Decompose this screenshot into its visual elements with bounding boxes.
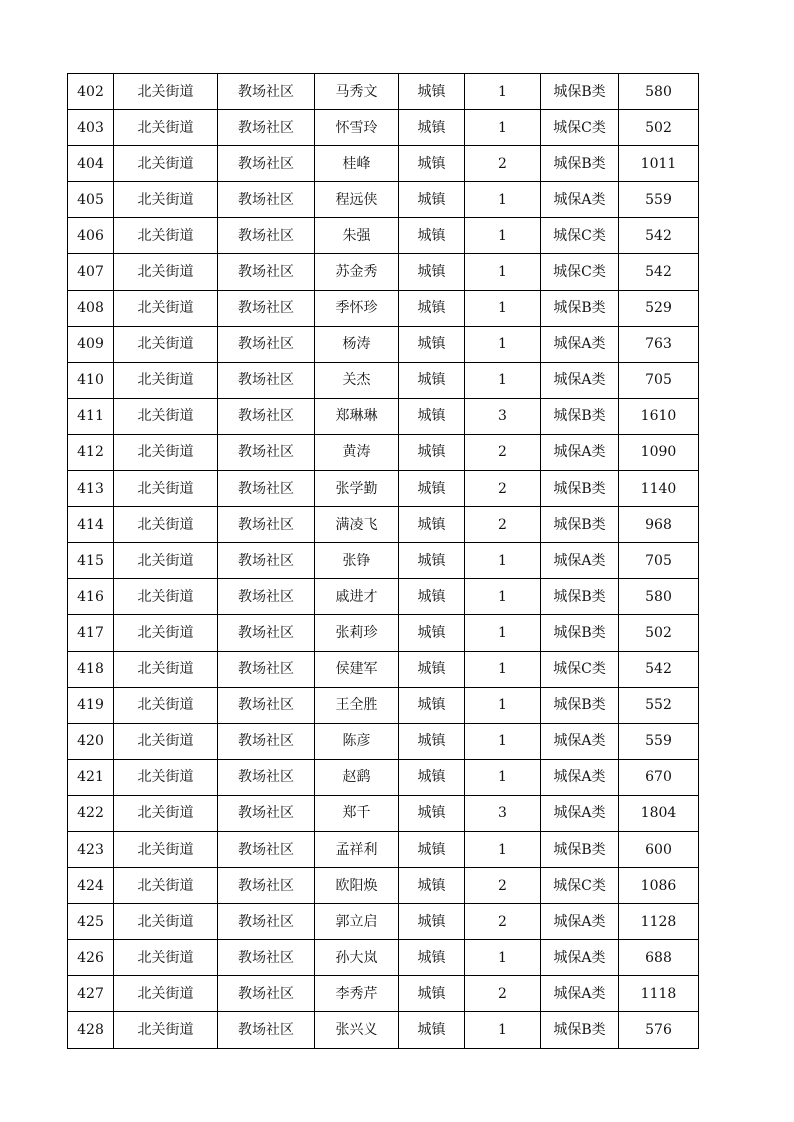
name-cell: 王全胜 (315, 687, 399, 723)
row-number-cell: 417 (68, 615, 114, 651)
amount-cell: 1140 (619, 471, 699, 507)
amount-cell: 1128 (619, 904, 699, 940)
subdistrict-cell: 北关街道 (114, 182, 218, 218)
name-cell: 陈彦 (315, 723, 399, 759)
household-size-cell: 2 (465, 976, 541, 1012)
category-cell: 城保C类 (541, 110, 619, 146)
subdistrict-cell: 北关街道 (114, 579, 218, 615)
row-number-cell: 405 (68, 182, 114, 218)
name-cell: 张学勤 (315, 471, 399, 507)
category-cell: 城保A类 (541, 326, 619, 362)
subdistrict-cell: 北关街道 (114, 687, 218, 723)
name-cell: 季怀珍 (315, 290, 399, 326)
row-number-cell: 418 (68, 651, 114, 687)
area-type-cell: 城镇 (399, 290, 465, 326)
category-cell: 城保B类 (541, 1012, 619, 1048)
subdistrict-cell: 北关街道 (114, 1012, 218, 1048)
household-size-cell: 1 (465, 326, 541, 362)
table-row (68, 759, 699, 795)
row-number-cell: 402 (68, 74, 114, 110)
table-row (68, 868, 699, 904)
subdistrict-cell: 北关街道 (114, 651, 218, 687)
name-cell: 苏金秀 (315, 254, 399, 290)
amount-cell: 502 (619, 615, 699, 651)
name-cell: 戚进才 (315, 579, 399, 615)
community-cell: 教场社区 (218, 759, 315, 795)
household-size-cell: 1 (465, 254, 541, 290)
subdistrict-cell: 北关街道 (114, 74, 218, 110)
community-cell: 教场社区 (218, 471, 315, 507)
category-cell: 城保B类 (541, 290, 619, 326)
community-cell: 教场社区 (218, 904, 315, 940)
table-row (68, 507, 699, 543)
table-row (68, 398, 699, 434)
name-cell: 程远侠 (315, 182, 399, 218)
table-row (68, 976, 699, 1012)
row-number-cell: 426 (68, 940, 114, 976)
subdistrict-cell: 北关街道 (114, 362, 218, 398)
category-cell: 城保B类 (541, 398, 619, 434)
area-type-cell: 城镇 (399, 940, 465, 976)
name-cell: 张铮 (315, 543, 399, 579)
amount-cell: 580 (619, 579, 699, 615)
community-cell: 教场社区 (218, 290, 315, 326)
area-type-cell: 城镇 (399, 795, 465, 831)
community-cell: 教场社区 (218, 362, 315, 398)
name-cell: 朱强 (315, 218, 399, 254)
household-size-cell: 1 (465, 759, 541, 795)
household-size-cell: 2 (465, 868, 541, 904)
row-number-cell: 413 (68, 471, 114, 507)
table-row (68, 615, 699, 651)
subdistrict-cell: 北关街道 (114, 218, 218, 254)
row-number-cell: 412 (68, 434, 114, 470)
table-row (68, 904, 699, 940)
amount-cell: 529 (619, 290, 699, 326)
row-number-cell: 409 (68, 326, 114, 362)
table-row (68, 651, 699, 687)
category-cell: 城保A类 (541, 723, 619, 759)
community-cell: 教场社区 (218, 326, 315, 362)
area-type-cell: 城镇 (399, 831, 465, 867)
category-cell: 城保A类 (541, 759, 619, 795)
household-size-cell: 1 (465, 1012, 541, 1048)
household-size-cell: 3 (465, 795, 541, 831)
category-cell: 城保B类 (541, 831, 619, 867)
area-type-cell: 城镇 (399, 615, 465, 651)
table-row (68, 434, 699, 470)
row-number-cell: 404 (68, 146, 114, 182)
row-number-cell: 424 (68, 868, 114, 904)
amount-cell: 600 (619, 831, 699, 867)
category-cell: 城保B类 (541, 146, 619, 182)
category-cell: 城保B类 (541, 579, 619, 615)
area-type-cell: 城镇 (399, 579, 465, 615)
table-row (68, 146, 699, 182)
category-cell: 城保B类 (541, 507, 619, 543)
category-cell: 城保C类 (541, 651, 619, 687)
row-number-cell: 421 (68, 759, 114, 795)
community-cell: 教场社区 (218, 398, 315, 434)
amount-cell: 1011 (619, 146, 699, 182)
subdistrict-cell: 北关街道 (114, 507, 218, 543)
name-cell: 郑琳琳 (315, 398, 399, 434)
household-size-cell: 1 (465, 831, 541, 867)
community-cell: 教场社区 (218, 579, 315, 615)
household-size-cell: 1 (465, 218, 541, 254)
community-cell: 教场社区 (218, 795, 315, 831)
area-type-cell: 城镇 (399, 146, 465, 182)
community-cell: 教场社区 (218, 868, 315, 904)
row-number-cell: 422 (68, 795, 114, 831)
category-cell: 城保C类 (541, 254, 619, 290)
household-size-cell: 2 (465, 434, 541, 470)
name-cell: 桂峰 (315, 146, 399, 182)
row-number-cell: 427 (68, 976, 114, 1012)
household-size-cell: 1 (465, 290, 541, 326)
community-cell: 教场社区 (218, 831, 315, 867)
household-size-cell: 1 (465, 687, 541, 723)
table-row (68, 254, 699, 290)
category-cell: 城保A类 (541, 976, 619, 1012)
amount-cell: 502 (619, 110, 699, 146)
amount-cell: 542 (619, 254, 699, 290)
row-number-cell: 423 (68, 831, 114, 867)
community-cell: 教场社区 (218, 651, 315, 687)
area-type-cell: 城镇 (399, 507, 465, 543)
household-size-cell: 3 (465, 398, 541, 434)
subdistrict-cell: 北关街道 (114, 543, 218, 579)
household-size-cell: 1 (465, 543, 541, 579)
subdistrict-cell: 北关街道 (114, 904, 218, 940)
amount-cell: 580 (619, 74, 699, 110)
community-cell: 教场社区 (218, 110, 315, 146)
amount-cell: 552 (619, 687, 699, 723)
household-size-cell: 1 (465, 362, 541, 398)
table-row (68, 182, 699, 218)
name-cell: 怀雪玲 (315, 110, 399, 146)
household-size-cell: 1 (465, 615, 541, 651)
amount-cell: 1804 (619, 795, 699, 831)
category-cell: 城保B类 (541, 471, 619, 507)
table-row (68, 831, 699, 867)
amount-cell: 559 (619, 182, 699, 218)
community-cell: 教场社区 (218, 434, 315, 470)
community-cell: 教场社区 (218, 687, 315, 723)
name-cell: 关杰 (315, 362, 399, 398)
area-type-cell: 城镇 (399, 218, 465, 254)
row-number-cell: 420 (68, 723, 114, 759)
subdistrict-cell: 北关街道 (114, 110, 218, 146)
area-type-cell: 城镇 (399, 868, 465, 904)
area-type-cell: 城镇 (399, 110, 465, 146)
community-cell: 教场社区 (218, 1012, 315, 1048)
area-type-cell: 城镇 (399, 904, 465, 940)
table-row (68, 687, 699, 723)
row-number-cell: 408 (68, 290, 114, 326)
assistance-roster-table (67, 73, 699, 1049)
name-cell: 欧阳焕 (315, 868, 399, 904)
community-cell: 教场社区 (218, 254, 315, 290)
community-cell: 教场社区 (218, 723, 315, 759)
name-cell: 赵鹞 (315, 759, 399, 795)
subdistrict-cell: 北关街道 (114, 868, 218, 904)
amount-cell: 1610 (619, 398, 699, 434)
category-cell: 城保C类 (541, 218, 619, 254)
household-size-cell: 1 (465, 74, 541, 110)
area-type-cell: 城镇 (399, 398, 465, 434)
community-cell: 教场社区 (218, 182, 315, 218)
table-body (68, 74, 699, 1049)
category-cell: 城保A类 (541, 362, 619, 398)
row-number-cell: 411 (68, 398, 114, 434)
name-cell: 孟祥利 (315, 831, 399, 867)
table-row (68, 218, 699, 254)
category-cell: 城保C类 (541, 868, 619, 904)
subdistrict-cell: 北关街道 (114, 434, 218, 470)
area-type-cell: 城镇 (399, 74, 465, 110)
area-type-cell: 城镇 (399, 759, 465, 795)
name-cell: 张兴义 (315, 1012, 399, 1048)
amount-cell: 763 (619, 326, 699, 362)
subdistrict-cell: 北关街道 (114, 254, 218, 290)
community-cell: 教场社区 (218, 218, 315, 254)
category-cell: 城保A类 (541, 182, 619, 218)
row-number-cell: 410 (68, 362, 114, 398)
community-cell: 教场社区 (218, 976, 315, 1012)
household-size-cell: 1 (465, 651, 541, 687)
community-cell: 教场社区 (218, 940, 315, 976)
area-type-cell: 城镇 (399, 723, 465, 759)
name-cell: 黄涛 (315, 434, 399, 470)
area-type-cell: 城镇 (399, 254, 465, 290)
community-cell: 教场社区 (218, 615, 315, 651)
amount-cell: 1118 (619, 976, 699, 1012)
table-row (68, 362, 699, 398)
subdistrict-cell: 北关街道 (114, 940, 218, 976)
household-size-cell: 2 (465, 471, 541, 507)
area-type-cell: 城镇 (399, 976, 465, 1012)
subdistrict-cell: 北关街道 (114, 795, 218, 831)
name-cell: 孙大岚 (315, 940, 399, 976)
amount-cell: 542 (619, 651, 699, 687)
table-row (68, 543, 699, 579)
table-row (68, 1012, 699, 1048)
household-size-cell: 1 (465, 723, 541, 759)
amount-cell: 968 (619, 507, 699, 543)
community-cell: 教场社区 (218, 507, 315, 543)
category-cell: 城保B类 (541, 615, 619, 651)
subdistrict-cell: 北关街道 (114, 615, 218, 651)
community-cell: 教场社区 (218, 543, 315, 579)
category-cell: 城保A类 (541, 795, 619, 831)
row-number-cell: 419 (68, 687, 114, 723)
category-cell: 城保A类 (541, 940, 619, 976)
household-size-cell: 2 (465, 904, 541, 940)
row-number-cell: 406 (68, 218, 114, 254)
name-cell: 杨涛 (315, 326, 399, 362)
area-type-cell: 城镇 (399, 362, 465, 398)
household-size-cell: 2 (465, 507, 541, 543)
community-cell: 教场社区 (218, 74, 315, 110)
subdistrict-cell: 北关街道 (114, 759, 218, 795)
category-cell: 城保A类 (541, 434, 619, 470)
area-type-cell: 城镇 (399, 1012, 465, 1048)
category-cell: 城保B类 (541, 74, 619, 110)
area-type-cell: 城镇 (399, 543, 465, 579)
row-number-cell: 416 (68, 579, 114, 615)
area-type-cell: 城镇 (399, 182, 465, 218)
amount-cell: 705 (619, 362, 699, 398)
row-number-cell: 425 (68, 904, 114, 940)
amount-cell: 1086 (619, 868, 699, 904)
amount-cell: 670 (619, 759, 699, 795)
community-cell: 教场社区 (218, 146, 315, 182)
row-number-cell: 428 (68, 1012, 114, 1048)
name-cell: 李秀芹 (315, 976, 399, 1012)
subdistrict-cell: 北关街道 (114, 976, 218, 1012)
table-row (68, 326, 699, 362)
area-type-cell: 城镇 (399, 471, 465, 507)
subdistrict-cell: 北关街道 (114, 831, 218, 867)
amount-cell: 1090 (619, 434, 699, 470)
household-size-cell: 2 (465, 146, 541, 182)
amount-cell: 576 (619, 1012, 699, 1048)
category-cell: 城保A类 (541, 904, 619, 940)
table-row (68, 795, 699, 831)
amount-cell: 542 (619, 218, 699, 254)
amount-cell: 705 (619, 543, 699, 579)
row-number-cell: 414 (68, 507, 114, 543)
household-size-cell: 1 (465, 110, 541, 146)
row-number-cell: 407 (68, 254, 114, 290)
subdistrict-cell: 北关街道 (114, 471, 218, 507)
household-size-cell: 1 (465, 579, 541, 615)
household-size-cell: 1 (465, 940, 541, 976)
table-row (68, 723, 699, 759)
area-type-cell: 城镇 (399, 326, 465, 362)
amount-cell: 559 (619, 723, 699, 759)
amount-cell: 688 (619, 940, 699, 976)
name-cell: 郭立启 (315, 904, 399, 940)
name-cell: 满凌飞 (315, 507, 399, 543)
table-row (68, 579, 699, 615)
table-row (68, 110, 699, 146)
area-type-cell: 城镇 (399, 434, 465, 470)
name-cell: 马秀文 (315, 74, 399, 110)
household-size-cell: 1 (465, 182, 541, 218)
subdistrict-cell: 北关街道 (114, 326, 218, 362)
row-number-cell: 415 (68, 543, 114, 579)
name-cell: 张莉珍 (315, 615, 399, 651)
name-cell: 侯建军 (315, 651, 399, 687)
table-row (68, 940, 699, 976)
row-number-cell: 403 (68, 110, 114, 146)
area-type-cell: 城镇 (399, 651, 465, 687)
category-cell: 城保A类 (541, 543, 619, 579)
subdistrict-cell: 北关街道 (114, 398, 218, 434)
table-row (68, 74, 699, 110)
category-cell: 城保B类 (541, 687, 619, 723)
subdistrict-cell: 北关街道 (114, 290, 218, 326)
table-row (68, 290, 699, 326)
subdistrict-cell: 北关街道 (114, 723, 218, 759)
name-cell: 郑千 (315, 795, 399, 831)
table-row (68, 471, 699, 507)
area-type-cell: 城镇 (399, 687, 465, 723)
subdistrict-cell: 北关街道 (114, 146, 218, 182)
